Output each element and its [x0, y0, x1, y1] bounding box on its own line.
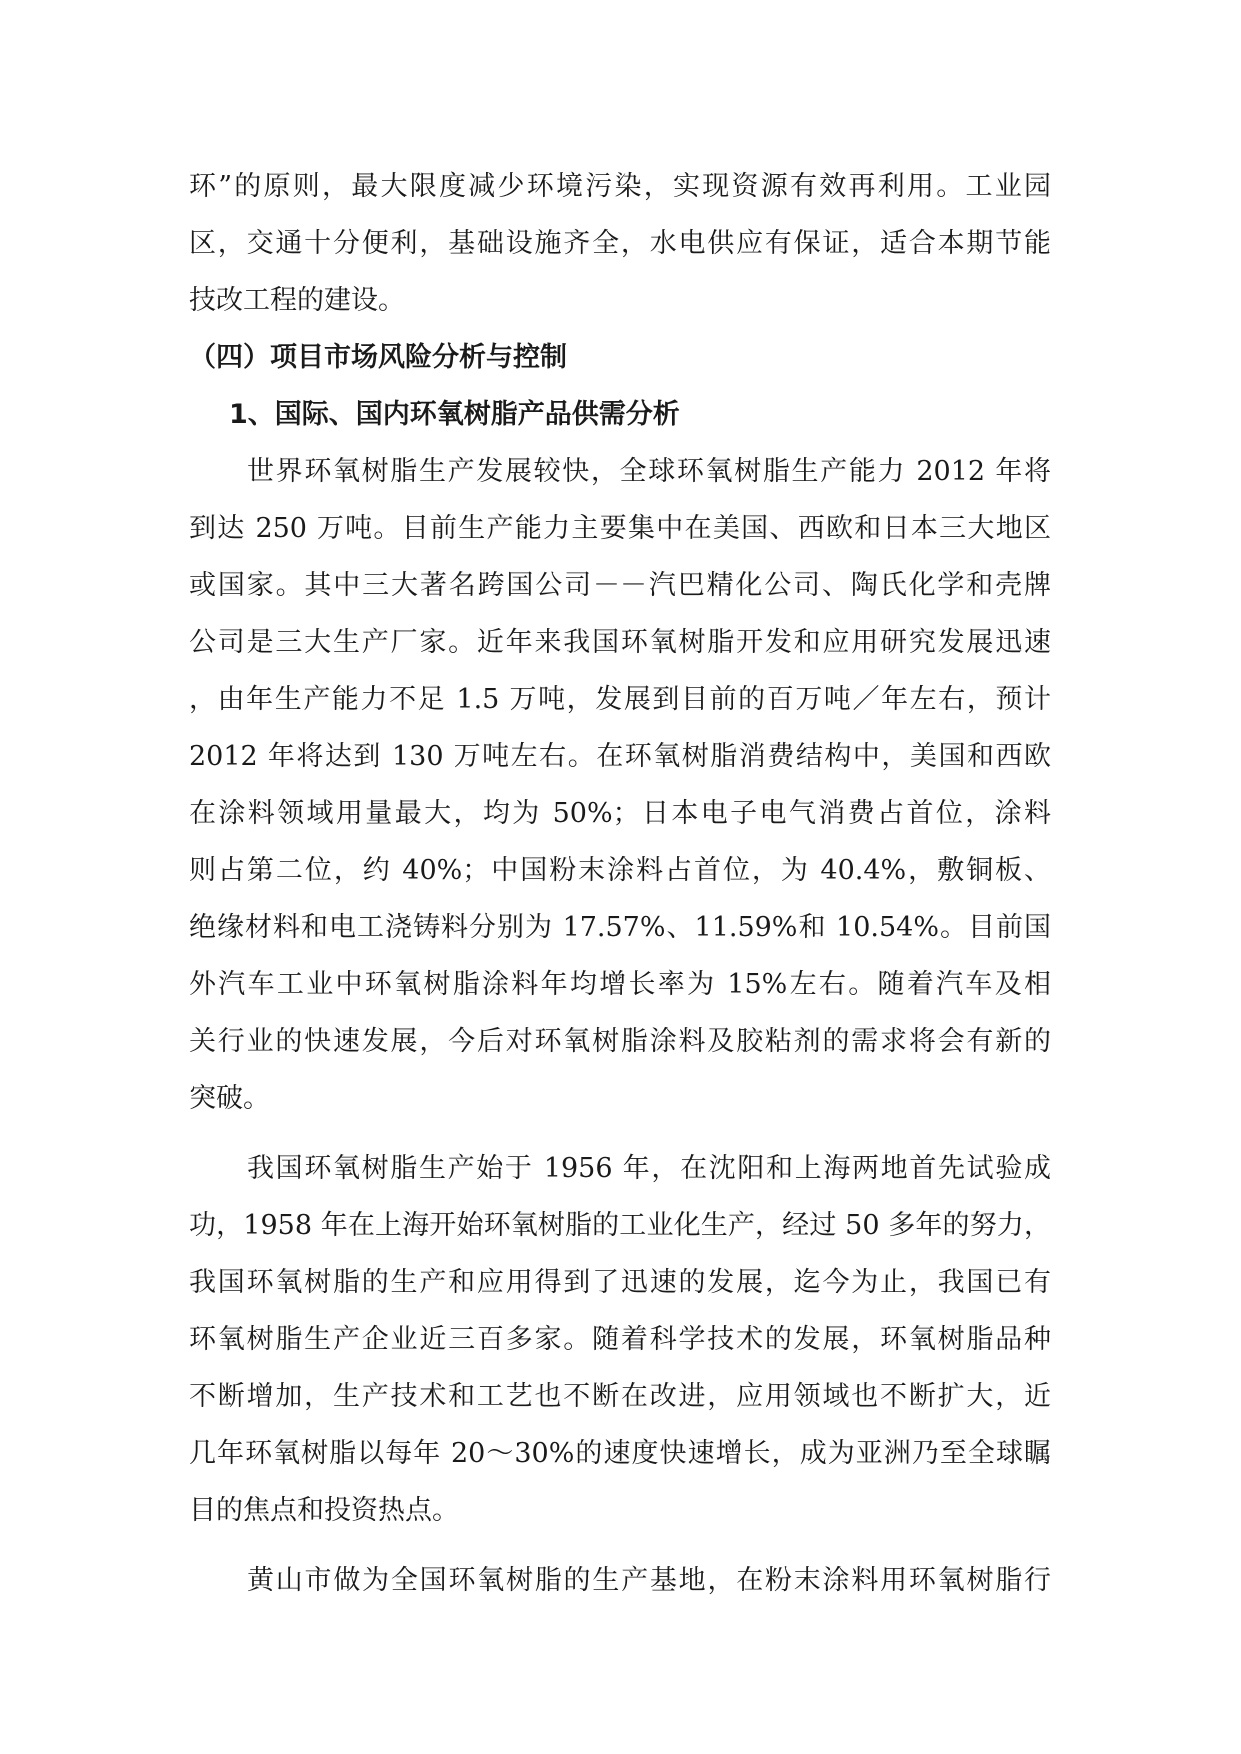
text-line: 几年环氧树脂以每年 20～30%的速度快速增长，成为亚洲乃至全球瞩	[189, 1438, 1051, 1469]
text-line: 目的焦点和投资热点。	[189, 1495, 459, 1526]
paragraph-spacing	[189, 1539, 1051, 1552]
text-line: 环”的原则，最大限度减少环境污染，实现资源有效再利用。工业园	[189, 171, 1051, 202]
text-line: 黄山市做为全国环氧树脂的生产基地，在粉末涂料用环氧树脂行	[247, 1565, 1051, 1596]
text-line: 2012 年将达到 130 万吨左右。在环氧树脂消费结构中，美国和西欧	[189, 741, 1051, 772]
text-line: 或国家。其中三大著名跨国公司－－汽巴精化公司、陶氏化学和壳牌	[189, 570, 1051, 601]
paragraph-site-conditions	[189, 158, 1051, 329]
subsection-heading: 1、国际、国内环氧树脂产品供需分析	[229, 399, 680, 430]
document-page	[189, 158, 1051, 1609]
paragraph-spacing	[189, 1127, 1051, 1140]
paragraph-global-supply	[189, 443, 1051, 1127]
text-line: 世界环氧树脂生产发展较快，全球环氧树脂生产能力 2012 年将	[247, 456, 1051, 487]
text-line: 公司是三大生产厂家。近年来我国环氧树脂开发和应用研究发展迅速	[189, 627, 1051, 658]
text-line: 到达 250 万吨。目前生产能力主要集中在美国、西欧和日本三大地区	[189, 513, 1051, 544]
text-line: 突破。	[189, 1083, 270, 1114]
text-line: 我国环氧树脂的生产和应用得到了迅速的发展，迄今为止，我国已有	[189, 1267, 1051, 1298]
section-heading: （四）项目市场风险分析与控制	[189, 342, 567, 373]
text-line: ，由年生产能力不足 1.5 万吨，发展到目前的百万吨／年左右，预计	[189, 684, 1051, 715]
text-line: 则占第二位，约 40%；中国粉末涂料占首位，为 40.4%，敷铜板、	[189, 855, 1051, 886]
text-line: 绝缘材料和电工浇铸料分别为 17.57%、11.59%和 10.54%。目前国	[189, 912, 1051, 943]
text-line: 关行业的快速发展，今后对环氧树脂涂料及胶粘剂的需求将会有新的	[189, 1026, 1051, 1057]
text-line: 在涂料领域用量最大，均为 50%；日本电子电气消费占首位，涂料	[189, 798, 1051, 829]
text-line: 区，交通十分便利，基础设施齐全，水电供应有保证，适合本期节能	[189, 228, 1051, 259]
text-line: 功，1958 年在上海开始环氧树脂的工业化生产，经过 50 多年的努力，	[189, 1210, 1051, 1241]
text-line: 技改工程的建设。	[189, 285, 405, 316]
text-line: 不断增加，生产技术和工艺也不断在改进，应用领域也不断扩大，近	[189, 1381, 1051, 1412]
text-line: 外汽车工业中环氧树脂涂料年均增长率为 15%左右。随着汽车及相	[189, 969, 1051, 1000]
text-line: 我国环氧树脂生产始于 1956 年，在沈阳和上海两地首先试验成	[247, 1153, 1051, 1184]
paragraph-huangshan	[189, 1552, 1051, 1609]
paragraph-domestic-history	[189, 1140, 1051, 1539]
text-line: 环氧树脂生产企业近三百多家。随着科学技术的发展，环氧树脂品种	[189, 1324, 1051, 1355]
